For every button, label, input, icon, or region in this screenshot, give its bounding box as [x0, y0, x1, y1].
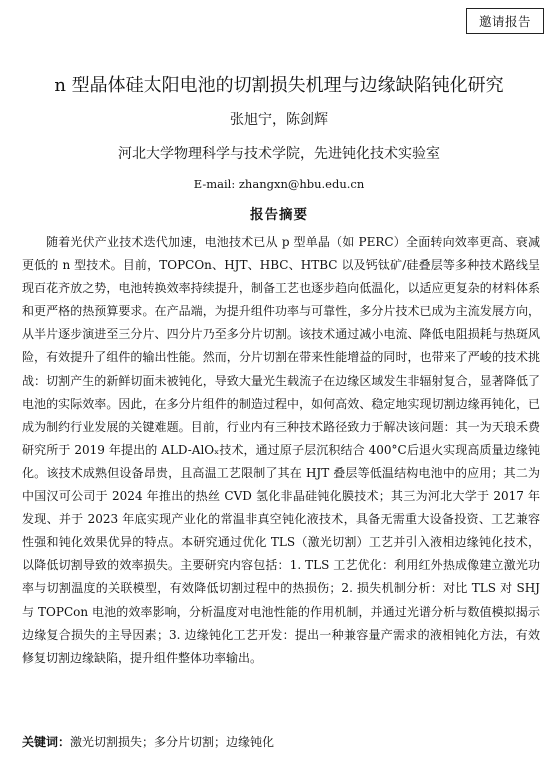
keywords-label: 关键词： [22, 735, 71, 749]
keywords-text: 激光切割损失；多分片切割；边缘钝化 [70, 735, 275, 749]
abstract-paragraph: 随着光伏产业技术迭代加速，电池技术已从 p 型单晶（如 PERC）全面转向效率更高、衰减更低的 n 型技术。目前，TOPCOn、HJT、HBC、HTBC 以及钙钛矿/硅叠层等多种技术路线呈现百花齐放之势，电池转换效率持续提升，制备工艺也逐步趋向低温化，以适应更复杂的材料体系和更严格的热预算要求。在产品端，为提升组件功率与可靠性，多分片技术已成为主流发展方向，从半片逐步演进至三分片、四分片乃至多分片切割。该技术通过减小电流、降低电阻损耗与热斑风险，有效提升了组件的输出性能。然而，分片切割在带来性能增益的同时，也带来了严峻的技术挑战：切割产生的新鲜切面未被钝化，导致大量光生载流子在边缘区域发生非辐射复合，显著降低了电池的实际效率。因此，在多分片组件的制造过程中，如何高效、稳定地实现切割边缘再钝化，已成为制约行业发展的关键难题。目前，行业内有三种技术路径致力于解决该问题：其一为天琅禾费研究所于 2019 年提出的 ALD-AlOₓ技术，通过原子层沉积结合 400°C后退火实现高质量边缘钝化。该技术成熟但设备昂贵，且高温工艺限制了其在 HJT 叠层等低温结构电池中的应用；其二为中国汉可公司于 2024 年推出的热丝 CVD 氢化非晶硅钝化膜技术；其三为河北大学于 2017 年发现、并于 2023 年底实现产业化的常温非真空钝化液技术，具备无需重大设备投资、工艺兼容性强和钝化效果优异的特点。本研究通过优化 TLS（激光切割）工艺并引入液相边缘钝化技术，以降低切割导致的效率损失。主要研究内容包括：1. TLS 工艺优化：利用红外热成像建立激光功率与切割温度的关联模型，有效降低切割过程中的热损伤；2. 损失机制分析：对比 TLS 对 SHJ 与 TOPCon 电池的效率影响，分析温度对电池性能的作用机制，并通过光谱分析与数值模拟揭示边缘复合损失的主导因素；3. 边缘钝化工艺开发：提出一种兼容量产需求的液相钝化方法，有效修复切割边缘缺陷，提升组件整体功率输出。 [22, 235, 540, 665]
email: E-mail: zhangxn@hbu.edu.cn [193, 177, 365, 191]
affiliation: 河北大学物理科学与技术学院，先进钝化技术实验室 [118, 146, 440, 162]
abstract-body [22, 231, 540, 670]
paper-title: n 型晶体硅太阳电池的切割损失机理与边缘缺陷钝化研究 [54, 75, 504, 96]
authors: 张旭宁，陈剑辉 [230, 112, 328, 128]
keywords-line [22, 733, 274, 750]
invited-report-badge: 邀请报告 [466, 8, 544, 34]
abstract-heading: 报告摘要 [250, 207, 308, 223]
